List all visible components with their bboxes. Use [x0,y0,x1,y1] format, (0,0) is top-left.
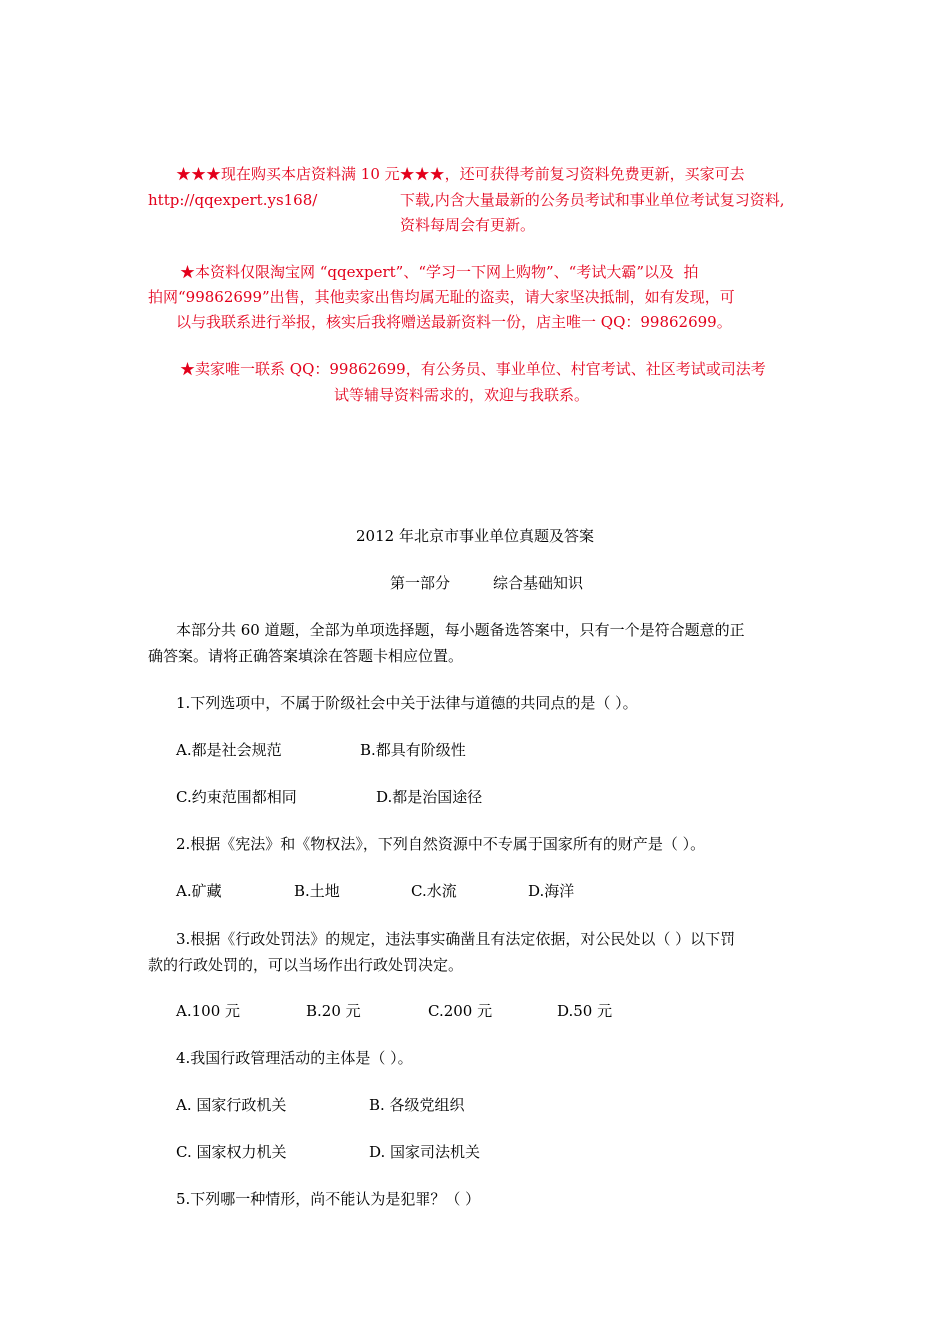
part-label: 第一部分 [390,574,451,592]
option-d: D.海洋 [528,882,575,900]
option-c: C.约束范围都相同 [176,788,297,806]
option-b: B.土地 [294,882,340,900]
intro-text: 确答案。请将正确答案填涂在答题卡相应位置。 [148,647,464,665]
option-d: D.都是治国途径 [376,788,483,806]
option-b: B.都具有阶级性 [360,741,466,759]
question-stem: 5.下列哪一种情形，尚不能认为是犯罪？（ ） [176,1190,481,1208]
promo-line: ★本资料仅限淘宝网 “qqexpert”、“学习一下网上购物”、“考试大霸”以及 拍 [180,263,699,281]
promo-line: ★卖家唯一联系 QQ：99862699，有公务员、事业单位、村官考试、社区考试或司法考 [180,360,766,378]
option-a: A.矿藏 [176,882,222,900]
question-stem: 4.我国行政管理活动的主体是（ ）。 [176,1049,413,1067]
promo-line: ★★★现在购买本店资料满 10 元★★★，还可获得考前复习资料免费更新，买家可去 [176,165,745,183]
promo-line: 下载,内含大量最新的公务员考试和事业单位考试复习资料, [400,191,785,209]
promo-url: http://qqexpert.ys168/ [148,191,318,209]
option-c: C.200 元 [428,1002,493,1020]
option-a: A.都是社会规范 [176,741,282,759]
option-a: A.100 元 [176,1002,240,1020]
promo-line: 试等辅导资料需求的，欢迎与我联系。 [334,386,590,404]
option-d: D.50 元 [557,1002,613,1020]
promo-line: 拍网“99862699”出售，其他卖家出售均属无耻的盗卖，请大家坚决抵制，如有发现，可 [148,288,735,306]
part-name: 综合基础知识 [493,574,584,592]
question-stem: 款的行政处罚的，可以当场作出行政处罚决定。 [148,956,464,974]
promo-line: 以与我联系进行举报，核实后我将赠送最新资料一份，店主唯一 QQ：99862699。 [176,313,732,331]
option-b: B. 各级党组织 [369,1096,465,1114]
page-title: 2012 年北京市事业单位真题及答案 [356,527,594,545]
option-b: B.20 元 [306,1002,361,1020]
option-c: C.水流 [411,882,457,900]
option-d: D. 国家司法机关 [369,1143,481,1161]
promo-line: 资料每周会有更新。 [400,216,536,234]
question-stem: 1.下列选项中，不属于阶级社会中关于法律与道德的共同点的是（ ）。 [176,694,638,712]
question-stem: 2.根据《宪法》和《物权法》，下列自然资源中不专属于国家所有的财产是（ ）。 [176,835,706,853]
option-a: A. 国家行政机关 [176,1096,287,1114]
option-c: C. 国家权力机关 [176,1143,287,1161]
intro-text: 本部分共 60 道题，全部为单项选择题，每小题备选答案中，只有一个是符合题意的正 [176,621,745,639]
question-stem: 3.根据《行政处罚法》的规定，违法事实确凿且有法定依据，对公民处以（ ）以下罚 [176,930,736,948]
